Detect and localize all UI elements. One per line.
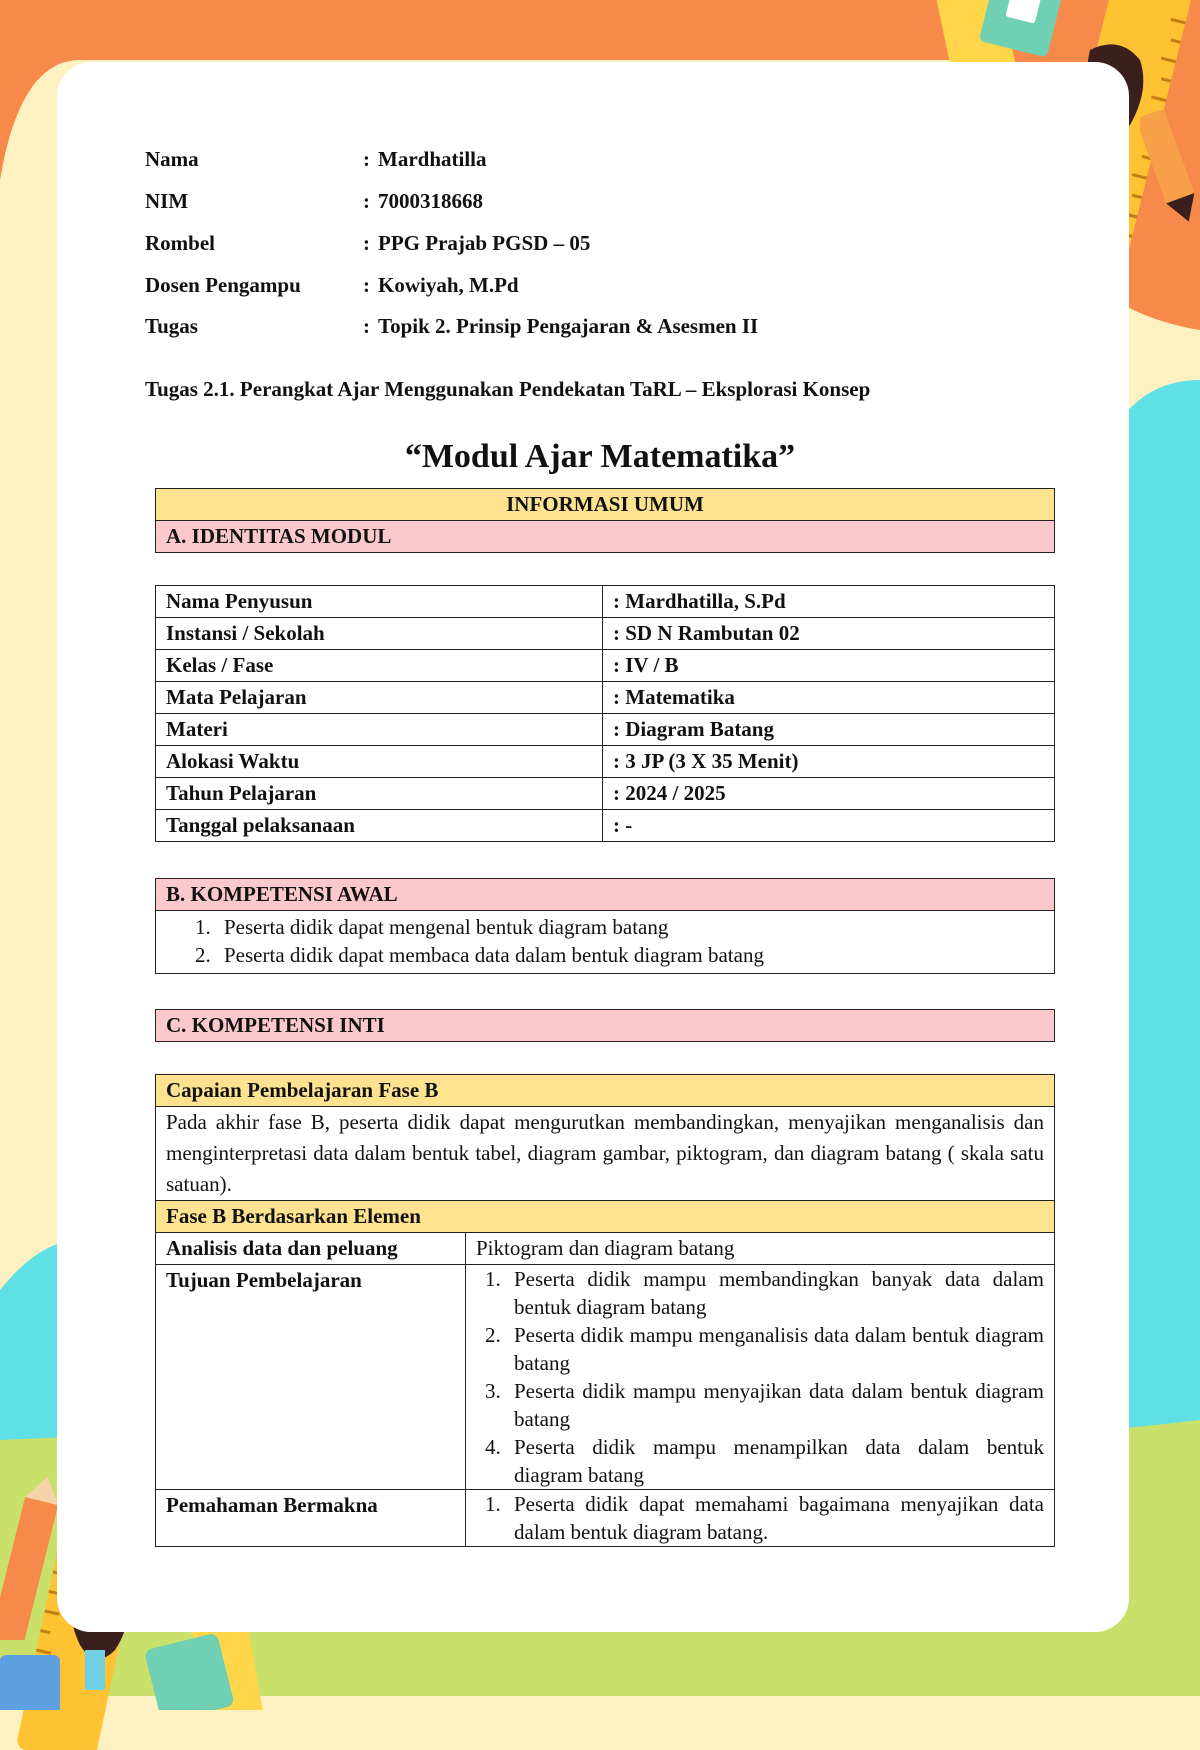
header-colon: : bbox=[363, 189, 370, 213]
header-label: NIM bbox=[145, 189, 189, 213]
table-row bbox=[156, 778, 1055, 810]
table-row bbox=[156, 682, 1055, 714]
identity-label: Instansi / Sekolah bbox=[156, 618, 603, 650]
header-label: Nama bbox=[145, 147, 199, 171]
list-item: 4. Peserta didik mampu menampilkan data dalam bentuk diagram batang bbox=[506, 1433, 1044, 1489]
analisis-label: Analisis data dan peluang bbox=[156, 1233, 466, 1265]
section-a-heading: A. IDENTITAS MODUL bbox=[156, 521, 1055, 553]
header-value: Mardhatilla bbox=[378, 147, 487, 171]
identity-value: : SD N Rambutan 02 bbox=[603, 618, 1055, 650]
list-item: 3. Peserta didik mampu menyajikan data dalam bentuk diagram batang bbox=[506, 1377, 1044, 1433]
table-row bbox=[156, 586, 1055, 618]
pemahaman-cell bbox=[466, 1490, 1055, 1547]
table-row bbox=[156, 618, 1055, 650]
header-value: Topik 2. Prinsip Pengajaran & Asesmen II bbox=[378, 314, 759, 338]
identity-value: : Mardhatilla, S.Pd bbox=[603, 586, 1055, 618]
identity-label: Tahun Pelajaran bbox=[156, 778, 603, 810]
pemahaman-label: Pemahaman Bermakna bbox=[156, 1490, 466, 1547]
eraser-icon bbox=[0, 1650, 70, 1710]
pemahaman-list bbox=[466, 1490, 1044, 1546]
identity-value: : 3 JP (3 X 35 Menit) bbox=[603, 746, 1055, 778]
info-header-table bbox=[155, 488, 1055, 553]
header-value: PPG Prajab PGSD – 05 bbox=[378, 231, 591, 255]
header-colon: : bbox=[363, 147, 370, 171]
header-label: Dosen Pengampu bbox=[145, 273, 301, 297]
identity-label: Kelas / Fase bbox=[156, 650, 603, 682]
tujuan-label: Tujuan Pembelajaran bbox=[156, 1265, 466, 1490]
info-heading: INFORMASI UMUM bbox=[156, 489, 1055, 521]
list-item: 1. Peserta didik dapat mengenal bentuk diagram batang bbox=[216, 913, 1044, 941]
eraser-icon bbox=[140, 1630, 240, 1710]
identity-value: : IV / B bbox=[603, 650, 1055, 682]
header-label: Tugas bbox=[145, 314, 198, 338]
identity-label: Materi bbox=[156, 714, 603, 746]
header-colon: : bbox=[363, 231, 370, 255]
capaian-table bbox=[155, 1074, 1055, 1547]
section-b-body bbox=[156, 911, 1055, 974]
identity-value: : 2024 / 2025 bbox=[603, 778, 1055, 810]
table-row bbox=[156, 714, 1055, 746]
table-row bbox=[156, 1490, 1055, 1547]
identity-table bbox=[155, 585, 1055, 842]
identity-value: : Matematika bbox=[603, 682, 1055, 714]
list-item: 2. Peserta didik dapat membaca data dalam bentuk diagram batang bbox=[216, 941, 1044, 969]
header-colon: : bbox=[363, 273, 370, 297]
list-item: 2. Peserta didik mampu menganalisis data dalam bentuk diagram batang bbox=[506, 1321, 1044, 1377]
pencil-icon bbox=[1140, 110, 1200, 230]
tujuan-cell bbox=[466, 1265, 1055, 1490]
header-label: Rombel bbox=[145, 231, 215, 255]
table-row bbox=[156, 810, 1055, 842]
section-c-table bbox=[155, 1009, 1055, 1042]
list-item: 1. Peserta didik dapat memahami bagaimana menyajikan data dalam bentuk diagram batang. bbox=[506, 1490, 1044, 1546]
identity-label: Tanggal pelaksanaan bbox=[156, 810, 603, 842]
section-c-heading: C. KOMPETENSI INTI bbox=[156, 1010, 1055, 1042]
capaian-text: Pada akhir fase B, peserta didik dapat mengurutkan membandingkan, menyajikan menganalisis dan menginterpretasi data dalam bentuk tabel, diagram gambar, piktogram, dan diagram batang ( skala satu satuan). bbox=[156, 1107, 1055, 1201]
identity-label: Mata Pelajaran bbox=[156, 682, 603, 714]
section-b-heading: B. KOMPETENSI AWAL bbox=[156, 879, 1055, 911]
identity-label: Nama Penyusun bbox=[156, 586, 603, 618]
identity-value: : Diagram Batang bbox=[603, 714, 1055, 746]
capaian-heading: Capaian Pembelajaran Fase B bbox=[156, 1075, 1055, 1107]
header-value: 7000318668 bbox=[378, 189, 483, 213]
table-row bbox=[156, 1265, 1055, 1490]
table-row bbox=[156, 1233, 1055, 1265]
analisis-value: Piktogram dan diagram batang bbox=[466, 1233, 1055, 1265]
header-value: Kowiyah, M.Pd bbox=[378, 273, 519, 297]
section-b-table bbox=[155, 878, 1055, 974]
header-colon: : bbox=[363, 314, 370, 338]
elemen-heading: Fase B Berdasarkan Elemen bbox=[156, 1201, 1055, 1233]
table-row bbox=[156, 650, 1055, 682]
list-item: 1. Peserta didik mampu membandingkan banyak data dalam bentuk diagram batang bbox=[506, 1265, 1044, 1321]
tujuan-list bbox=[466, 1265, 1044, 1489]
section-b-list bbox=[166, 913, 1044, 969]
document-title: “Modul Ajar Matematika” bbox=[404, 438, 796, 475]
identity-value: : - bbox=[603, 810, 1055, 842]
identity-label: Alokasi Waktu bbox=[156, 746, 603, 778]
task-title: Tugas 2.1. Perangkat Ajar Menggunakan Pendekatan TaRL – Eksplorasi Konsep bbox=[145, 377, 871, 401]
table-row bbox=[156, 746, 1055, 778]
